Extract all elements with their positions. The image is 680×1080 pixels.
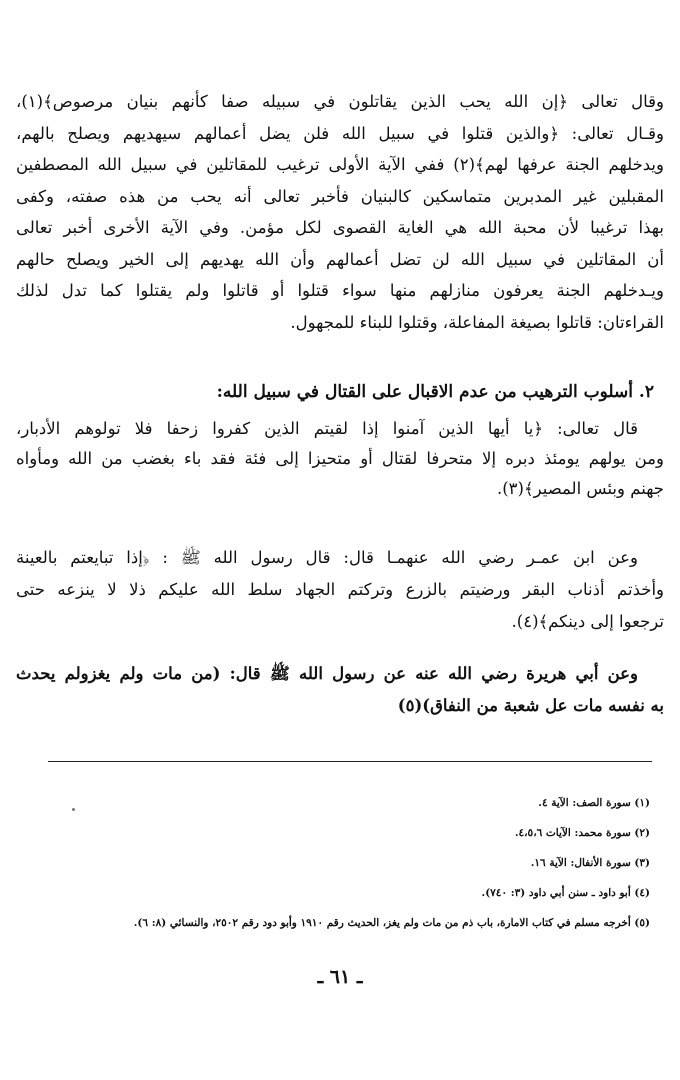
text-line: به نفسه مات عل شعبة من النفاق)(٥) [397,696,664,715]
text-line: ومن يولهم يومئذ دبره إلا متحرفا لقتال أو متحيزا إلى فئة فقد باء بغضب من الله ومأواه [16,449,664,468]
paragraph-2 [16,414,664,504]
footnote: (٤) أبو داود ـ سنن أبي داود (٣: ٧٤٠). [481,887,650,899]
text-line: بهذا ترغيبا لأن محبة الله هي الغاية القصوى لكل مؤمن. وفي الآية الأخرى أخبر تعالى [16,218,664,237]
text-line: أن المقاتلين في سبيل الله لن تضل أعمالهم وأن الله يهديهم إلى الخير ويصلح حالهم [16,249,664,269]
text-line: وأخذتم أذناب البقر ورضيتم بالزرع وتركتم الجهاد سلط الله عليكم ذلا لا ينزعه حتى [16,580,664,599]
page-number: ـ ٦١ ـ [317,966,363,988]
text-line: جهنم وبئس المصير﴾(٣). [496,479,664,498]
text-line: ترجعوا إلى دينكم﴾(٤). [511,612,664,631]
paragraph-3 [16,542,664,638]
text-line: ويـدخلهم الجنة يعرفون منازلهم منها سواء قتلوا أو قاتلوا ولم يقتلوا كما تدل لذلك [16,281,664,300]
text-line: القراءتان: قاتلوا بصيغة المفاعلة، وقتلوا للبناء للمجهول. [290,312,664,332]
paragraph-1 [16,86,664,338]
text-line: قال تعالى: ﴿يا أيها الذين آمنوا إذا لقيتم الذين كفروا زحفا فلا تولوهم الأدبار، [16,419,638,438]
paragraph-4 [16,658,664,722]
footnote: (٥) أخرجه مسلم في كتاب الامارة، باب ذم من مات ولم يغز، الحديث رقم ١٩١٠ وأبو دود رقم ٢٥٠٢، والنسائي (٨: ٦). [133,917,650,929]
text-line: وعن ابن عمـر رضي الله عنهمـا قال: قال رسول الله ﷺ : ﴿إذا تبايعتم بالعينة [16,548,638,567]
footnote: (٢) سورة محمد: الآيات ٤،٥،٦. [514,827,650,839]
scan-speck [72,808,75,811]
section-heading: ٢. أسلوب الترهيب من عدم الاقبال على القتال في سبيل الله: [216,382,654,402]
footnote: (١) سورة الصف: الآية ٤. [538,797,650,809]
text-line: وقال تعالى ﴿إن الله يحب الذين يقاتلون في سبيله صفا كأنهم بنيان مرصوص﴾(١)، [16,92,664,111]
text-line: وقـال تعالى: ﴿والذين قتلوا في سبيل الله فلن يضل أعمالهم سيهديهم ويصلح بالهم، [16,123,664,143]
text-line: وعن أبي هريرة رضي الله عنه عن رسول الله ﷺ قال: (من مات ولم يغزولم يحدث [16,664,638,683]
footnotes [30,788,650,938]
footnote-divider [48,761,652,762]
text-line: المقبلين غير المدبرين متماسكين كالبنيان فأخبر تعالى أنه يحب من هذه صفته، وكفى [16,186,664,206]
footnote: (٣) سورة الأنفال: الآية ١٦. [530,857,650,869]
text-line: ويدخلهم الجنة عرفها لهم﴾(٢) ففي الآية الأولى ترغيب للمقاتلين في سبيل الله المصطفين [16,155,664,174]
